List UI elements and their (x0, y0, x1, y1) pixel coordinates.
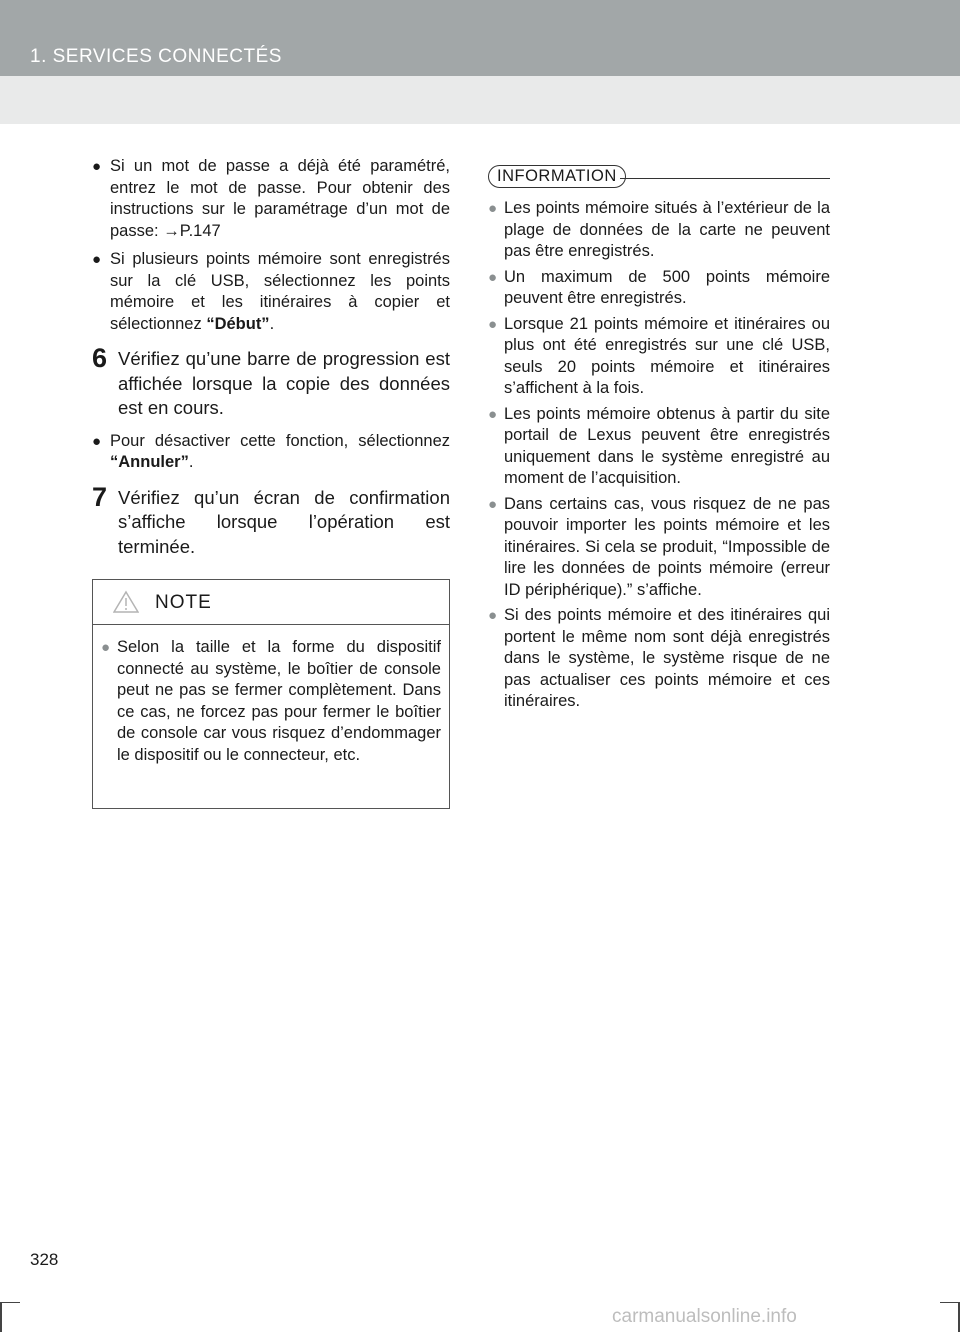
crop-mark (0, 1302, 20, 1303)
bullet-cancel: ● Pour désactiver cette fonction, sélectionnez “Annuler”. (92, 431, 450, 471)
info-text: Un maximum de 500 points mémoire peuvent être enregistrés. (504, 267, 830, 307)
bullet-dot-icon: ● (488, 495, 498, 513)
note-box (92, 579, 450, 809)
step-6 (92, 343, 450, 421)
bullet-dot-icon: ● (488, 315, 498, 333)
bullet-text: Si un mot de passe a déjà été paramétré, entrez le mot de passe. Pour obtenir des instructions sur le paramétrage d’un mot de passe: →P.147 (110, 157, 450, 240)
crop-mark (0, 1302, 2, 1332)
cancel-label: “Annuler” (110, 453, 189, 471)
step-text: Vérifiez qu’un écran de confirmation s’affiche lorsque l’opération est terminée. (118, 486, 450, 557)
note-title: NOTE (155, 592, 212, 613)
info-item (488, 267, 830, 310)
info-rule (620, 178, 830, 179)
info-text: Dans certains cas, vous risquez de ne pas pouvoir importer les points mémoire et les itinéraires. Si cela se produit, “Impossible de lire les données de points mémoire (erreur ID périphérique).” s’affiche. (504, 494, 830, 599)
info-item (488, 404, 830, 490)
info-text: Les points mémoire obtenus à partir du site portail de Lexus peuvent être enregistrés uniquement dans le système enregistré au moment de l’acquisition. (504, 404, 830, 487)
step-number: 6 (92, 343, 108, 373)
bullet-multiple-points: ● Si plusieurs points mémoire sont enregistrés sur la clé USB, sélectionnez les points mémoire et les itinéraires à copier et sélectionnez “Début”. (92, 250, 450, 333)
right-column (488, 165, 830, 717)
step-7 (92, 481, 450, 560)
bullet-dot-icon: ● (92, 158, 102, 175)
left-column (92, 156, 450, 809)
info-title: INFORMATION (488, 165, 626, 188)
info-text: Si des points mémoire et des itinéraires qui portent le même nom sont déjà enregistrés dans le système, le système risque de ne pas actualiser ces points mémoire et ces itinéraires. (504, 606, 830, 710)
step-text: Vérifiez qu’une barre de progression est affichée lorsque la copie des données est en cours. (118, 348, 450, 418)
info-item (488, 198, 830, 263)
info-item (488, 494, 830, 602)
note-item (101, 637, 441, 766)
page-number: 328 (30, 1250, 59, 1269)
info-header (488, 165, 830, 198)
info-text: Les points mémoire situés à l’extérieur de la plage de données de la carte ne peuvent pas être enregistrés. (504, 199, 830, 260)
step-number: 7 (92, 481, 108, 512)
bullet-dot-icon: ● (101, 639, 111, 656)
section-title: 1. SERVICES CONNECTÉS (30, 46, 282, 67)
header-bar (0, 0, 960, 76)
bullet-dot-icon: ● (92, 251, 102, 268)
info-item (488, 314, 830, 400)
bullet-dot-icon: ● (92, 432, 102, 450)
info-text: Lorsque 21 points mémoire et itinéraires ou plus ont été enregistrés sur une clé USB, seuls 20 points mémoire et itinéraires s’affichent à la fois. (504, 314, 830, 397)
watermark[interactable]: carmanualsonline.info (612, 1306, 797, 1327)
bullet-dot-icon: ● (488, 200, 498, 217)
note-body (93, 625, 449, 766)
bullet-dot-icon: ● (488, 268, 498, 286)
bullet-password (92, 156, 450, 242)
warning-icon (113, 590, 139, 619)
note-text: Selon la taille et la forme du dispositif connecté au système, le boîtier de console peut ne pas se fermer complètement. Dans ce cas, ne forcez pas pour fermer le boîtier de console car vous risquez d’endommager le dispositif ou le connecteur, etc. (117, 638, 441, 764)
bullet-text: Si plusieurs points mémoire sont enregistrés sur la clé USB, sélectionnez les points mémoire et les itinéraires à copier et sélectionnez (110, 250, 450, 333)
crop-mark (940, 1302, 960, 1303)
bullet-text: Pour désactiver cette fonction, sélectionnez (110, 431, 450, 450)
bullet-dot-icon: ● (488, 405, 498, 423)
info-item (488, 605, 830, 713)
start-label: “Début” (206, 314, 270, 333)
note-header (93, 580, 449, 625)
bullet-dot-icon: ● (488, 607, 498, 624)
